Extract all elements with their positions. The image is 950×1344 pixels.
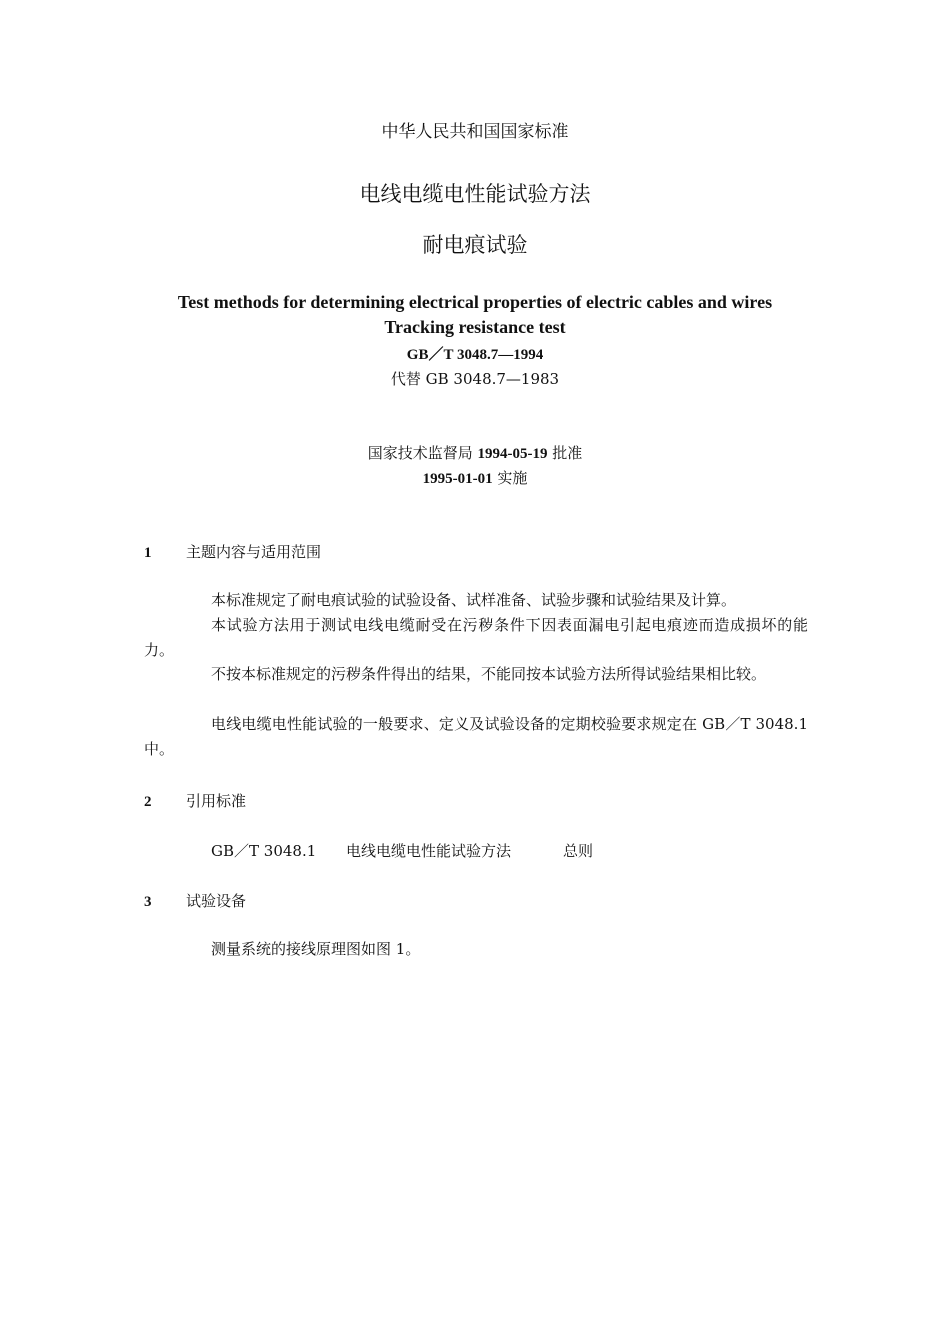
document-title-en: Test methods for determining electrical properties of electric cables and wires bbox=[177, 292, 773, 312]
reference-code: GB／T 3048.1 bbox=[211, 842, 317, 860]
effective-line bbox=[0, 467, 950, 488]
reference-title: 电线电缆电性能试验方法 bbox=[346, 842, 512, 860]
section-1-paragraph-1: 本标准规定了耐电痕试验的试验设备、试样准备、试验步骤和试验结果及计算。 bbox=[211, 591, 737, 609]
section-title: 试验设备 bbox=[186, 892, 247, 910]
approval-line bbox=[0, 442, 950, 463]
approval-date: 1994-05-19 bbox=[477, 446, 548, 462]
standard-code: GB／T 3048.7—1994 bbox=[406, 347, 544, 363]
section-1-paragraph-3: 不按本标准规定的污秽条件得出的结果，不能同按本试验方法所得试验结果相比较。 bbox=[211, 665, 767, 683]
section-number: 1 bbox=[144, 545, 152, 561]
reference-part: 总则 bbox=[563, 842, 594, 860]
section-1-paragraph-2: 本试验方法用于测试电线电缆耐受在污秽条件下因表面漏电引起电痕迹而造成损坏的能力。 bbox=[144, 616, 808, 659]
section-3-paragraph-1: 测量系统的接线原理图如图 1。 bbox=[211, 940, 421, 958]
section-title: 引用标准 bbox=[186, 792, 247, 810]
section-number: 3 bbox=[144, 894, 152, 910]
national-standard-label: 中华人民共和国国家标准 bbox=[381, 122, 569, 142]
approval-word: 批准 bbox=[552, 444, 583, 462]
effective-date: 1995-01-01 bbox=[422, 471, 493, 487]
normative-reference bbox=[211, 840, 593, 861]
document-title-cn: 电线电缆电性能试验方法 bbox=[359, 182, 591, 206]
approval-authority: 国家技术监督局 bbox=[367, 444, 473, 462]
section-heading-3 bbox=[144, 890, 246, 911]
section-number: 2 bbox=[144, 794, 152, 810]
section-heading-1 bbox=[144, 541, 321, 562]
section-title: 主题内容与适用范围 bbox=[186, 543, 322, 561]
document-subtitle-en: Tracking resistance test bbox=[384, 317, 566, 337]
replaces-note: 代替 GB 3048.7—1983 bbox=[390, 370, 560, 388]
effective-word: 实施 bbox=[497, 469, 528, 487]
section-heading-2 bbox=[144, 790, 246, 811]
document-subtitle-cn: 耐电痕试验 bbox=[422, 233, 528, 257]
section-1-paragraph-4: 电线电缆电性能试验的一般要求、定义及试验设备的定期校验要求规定在 GB／T 3048.1 中。 bbox=[144, 715, 808, 758]
